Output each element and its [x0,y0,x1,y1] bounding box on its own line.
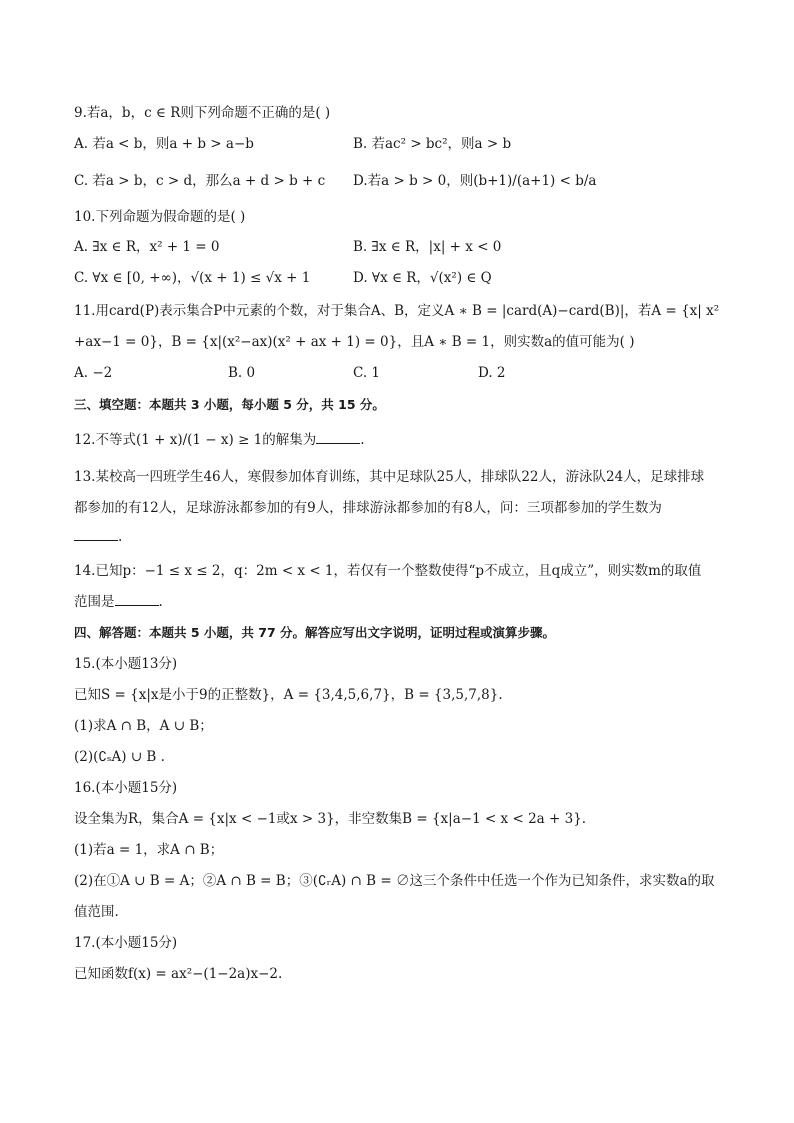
q15-heading: 15.(本小题13分) [74,656,178,672]
q13-answer-blank[interactable] [74,528,118,541]
section-4-heading: 四、解答题：本题共 5 小题，共 77 分。解答应写出文字说明，证明过程或演算步骤。 [74,625,556,640]
q13-post: . [118,529,123,545]
q17-heading: 17.(本小题15分) [74,935,178,951]
q9-option-a: A. 若a < b，则a + b > a−b [74,136,254,152]
q10-option-a: A. ∃x ∈ R，x² + 1 = 0 [74,239,220,255]
q16-heading: 16.(本小题15分) [74,780,178,796]
q9-option-d: D.若a > b > 0，则(b+1)/(a+1) < b/a [353,173,597,189]
q11-option-b: B. 0 [228,365,256,381]
q14-line1: 14.已知p：−1 ≤ x ≤ 2，q：2m < x < 1，若仅有一个整数使得“p不成立，且q成立”，则实数m的取值 [74,563,702,579]
q13-line3 [74,528,122,546]
q13-line2: 都参加的有12人，足球游泳都参加的有9人，排球游泳都参加的有8人，问：三项都参加的学生数为 [74,500,662,516]
q12-answer-blank[interactable] [316,431,360,444]
q9-stem: 9.若a，b，c ∈ R则下列命题不正确的是( ) [74,105,331,121]
q16-line1: 设全集为R，集合A = {x|x < −1或x > 3}，非空数集B = {x|a−1 < x < 2a + 3}. [74,811,587,827]
q12-post: . [360,432,365,448]
q14-answer-blank[interactable] [115,593,159,606]
q10-option-d: D. ∀x ∈ R，√(x²) ∈ Q [353,270,492,286]
q10-option-c: C. ∀x ∈ [0, +∞)，√(x + 1) ≤ √x + 1 [74,270,311,286]
q17-line1: 已知函数f(x) = ax²−(1−2a)x−2. [74,966,283,982]
q16-part2-line2: 值范围. [74,904,119,920]
q16-part1: (1)若a = 1，求A ∩ B； [74,842,224,858]
q14-post: . [158,594,163,610]
q16-part2-line1: (2)在①A ∪ B = A；②A ∩ B = B；③(∁ᵣA) ∩ B = ∅这三个条件中任选一个作为已知条件，求实数a的取 [74,873,715,889]
section-3-heading: 三、填空题：本题共 3 小题，每小题 5 分，共 15 分。 [74,397,385,412]
q12-text [74,431,365,449]
q15-line1: 已知S = {x|x是小于9的正整数}，A = {3,4,5,6,7}，B = {3,5,7,8}. [74,687,503,703]
q14-line2 [74,593,163,611]
q13-line1: 13.某校高一四班学生46人，寒假参加体育训练，其中足球队25人，排球队22人，游泳队24人，足球排球 [74,469,705,485]
q10-stem: 10.下列命题为假命题的是( ) [74,209,246,225]
q10-option-b: B. ∃x ∈ R，|x| + x < 0 [353,239,502,255]
q15-part2: (2)(∁ₛA) ∪ B . [74,749,165,765]
q11-stem-line1: 11.用card(P)表示集合P中元素的个数，对于集合A、B，定义A ∗ B = |card(A)−card(B)|，若A = {x| x² [74,303,720,319]
q14-pre: 范围是 [74,594,115,610]
q11-stem-line2: +ax−1 = 0}，B = {x|(x²−ax)(x² + ax + 1) = 0}，且A ∗ B = 1，则实数a的值可能为( ) [74,334,635,350]
q15-part1: (1)求A ∩ B，A ∪ B； [74,718,213,734]
q9-option-b: B. 若ac² > bc²，则a > b [353,136,512,152]
q11-option-d: D. 2 [478,365,506,381]
q9-option-c: C. 若a > b，c > d，那么a + d > b + c [74,173,326,189]
q11-option-c: C. 1 [353,365,381,381]
q11-option-a: A. −2 [74,365,113,381]
q12-pre: 12.不等式(1 + x)/(1 − x) ≥ 1的解集为 [74,432,317,448]
